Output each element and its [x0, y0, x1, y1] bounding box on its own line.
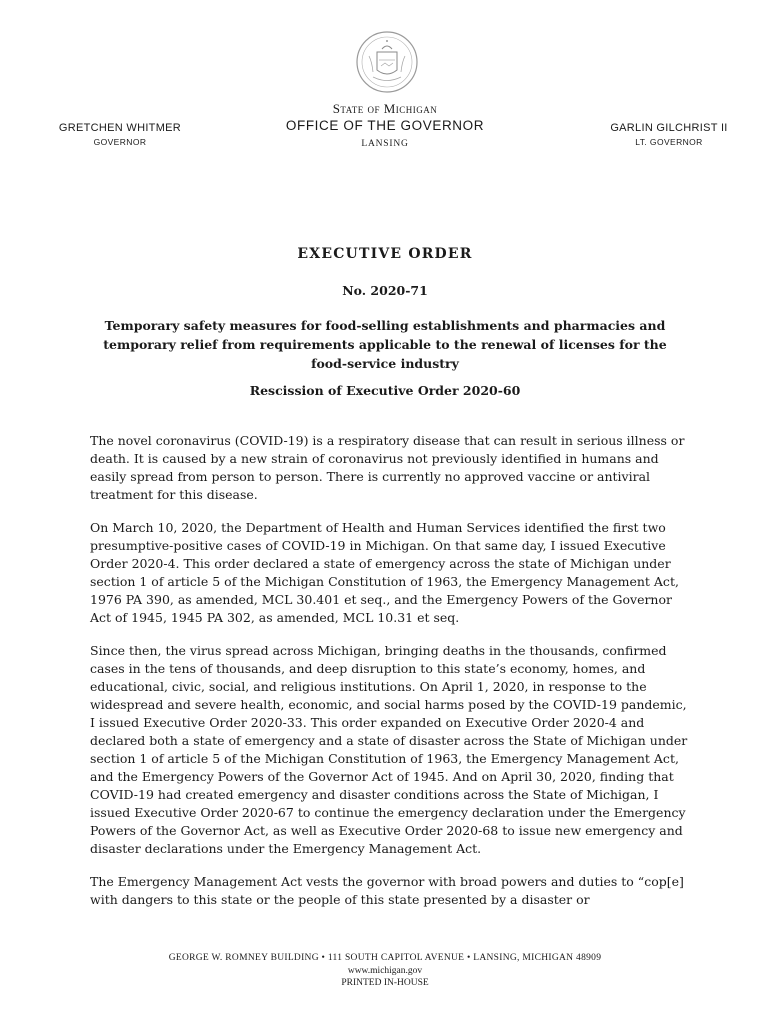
michigan-state-seal-icon — [355, 30, 419, 94]
order-body — [90, 432, 690, 924]
footer-printed: PRINTED IN-HOUSE — [341, 978, 429, 988]
body-paragraph: The novel coronavirus (COVID-19) is a respiratory disease that can result in serious illness or death. It is caused by a new strain of coronavirus not previously identified in humans and easily spread from person to person. There is currently no approved vaccine or antiviral treatment for this disease. — [90, 433, 685, 502]
body-paragraph: On March 10, 2020, the Department of Health and Human Services identified the first two presumptive-positive cases of COVID-19 in Michigan. On that same day, I issued Executive Order 2020-4. This order declared a state of emergency across the state of Michigan under section 1 of article 5 of the Michigan Constitution of 1963, the Emergency Management Act, 1976 PA 390, as amended, MCL 30.401 et seq., and the Emergency Powers of the Governor Act of 1945, 1945 PA 302, as amended, MCL 10.31 et seq. — [90, 520, 679, 625]
body-paragraph: Since then, the virus spread across Michigan, bringing deaths in the thousands, confirmed cases in the tens of thousands, and deep disruption to this state’s economy, homes, and educational, civic, social, and religious institutions. On April 1, 2020, in response to the widespread and severe health, economic, and social harms posed by the COVID-19 pandemic, I issued Executive Order 2020-33. This order expanded on Executive Order 2020-4 and declared both a state of emergency and a state of disaster across the State of Michigan under section 1 of article 5 of the Michigan Constitution of 1963, the Emergency Management Act, and the Emergency Powers of the Governor Act of 1945. And on April 30, 2020, finding that COVID-19 had created emergency and disaster conditions across the State of Michigan, I issued Executive Order 2020-67 to continue the emergency declaration under the Emergency Powers of the Governor Act, as well as Executive Order 2020-68 to issue new emergency and disaster declarations under the Emergency Management Act. — [90, 643, 688, 856]
order-heading: EXECUTIVE ORDER — [297, 246, 473, 262]
order-subject: Temporary safety measures for food-selling establishments and pharmacies and temporary relief from requirements applicable to the renewal of licenses for the food-service industry — [103, 318, 667, 371]
body-paragraph: The Emergency Management Act vests the governor with broad powers and duties to “cop[e] with dangers to this state or the people of this state presented by a disaster or — [90, 874, 684, 907]
lt-governor-block — [594, 122, 744, 147]
state-heading: State of Michigan — [332, 101, 438, 116]
governor-name: GRETCHEN WHITMER — [58, 122, 182, 134]
order-rescission: Rescission of Executive Order 2020-60 — [249, 383, 521, 398]
governor-title: GOVERNOR — [93, 137, 147, 147]
city-heading: LANSING — [361, 139, 409, 149]
governor-block — [40, 122, 200, 147]
office-heading: OFFICE OF THE GOVERNOR — [285, 118, 485, 133]
footer-website: www.michigan.gov — [347, 965, 423, 976]
footer — [0, 952, 770, 990]
lt-governor-title: LT. GOVERNOR — [635, 137, 703, 147]
lt-governor-name: GARLIN GILCHRIST II — [610, 122, 728, 134]
footer-address: GEORGE W. ROMNEY BUILDING • 111 SOUTH CAPITOL AVENUE • LANSING, MICHIGAN 48909 — [168, 953, 602, 963]
order-number: No. 2020-71 — [342, 283, 428, 298]
